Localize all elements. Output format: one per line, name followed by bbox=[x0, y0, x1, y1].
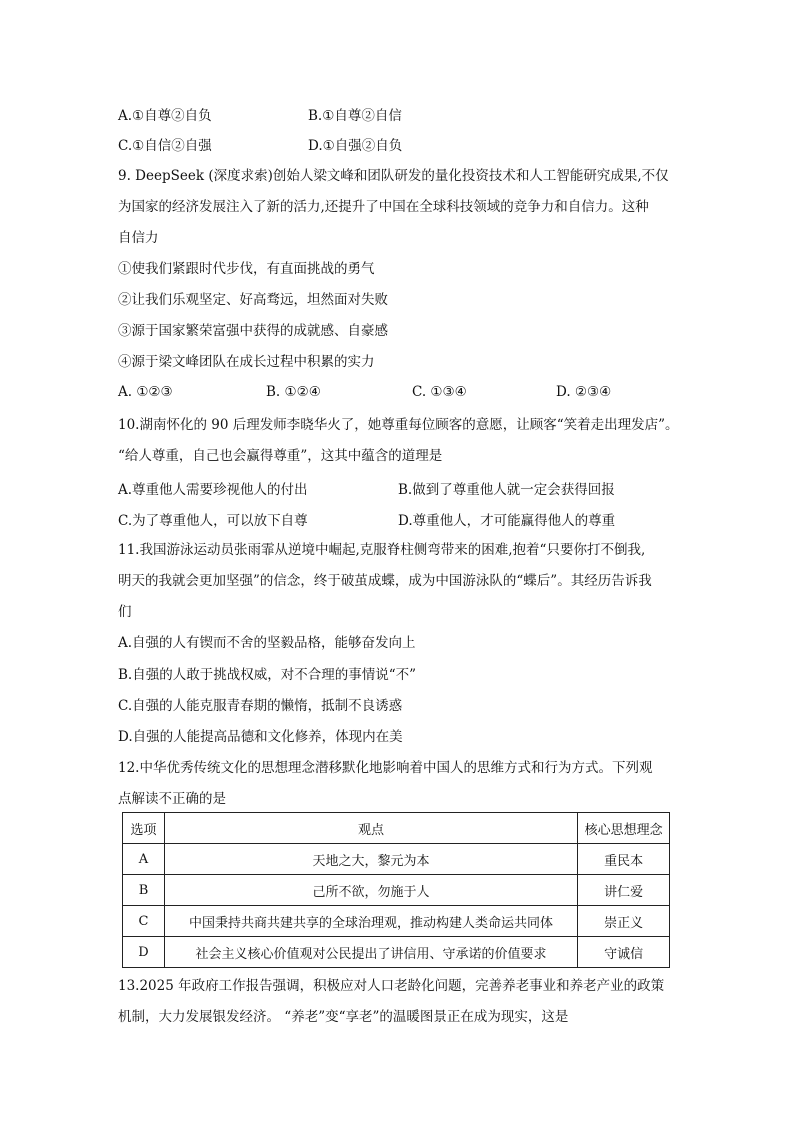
q8-option-c: C.①自信②自强 bbox=[118, 138, 212, 154]
q9-item-1: ①使我们紧跟时代步伐，有直面挑战的勇气 bbox=[118, 261, 375, 277]
table-header-row bbox=[123, 813, 670, 844]
q11-stem-line-1: 11.我国游泳运动员张雨霏从逆境中崛起,克服脊柱侧弯带来的困难,抱着“只要你打不倒我, bbox=[118, 542, 646, 558]
table-cell-core-idea: 守诚信 bbox=[578, 937, 670, 968]
table-cell-viewpoint: 天地之大，黎元为本 bbox=[164, 844, 577, 875]
table-cell-viewpoint: 己所不欲，勿施于人 bbox=[164, 875, 577, 906]
q10-option-a: A.尊重他人需要珍视他人的付出 bbox=[118, 482, 308, 498]
table-row bbox=[123, 937, 670, 968]
table-header-viewpoint: 观点 bbox=[164, 813, 577, 844]
q8-option-b: B.①自尊②自信 bbox=[308, 108, 402, 124]
q9-stem-line-3: 自信力 bbox=[118, 230, 159, 246]
q12-table bbox=[122, 812, 670, 968]
q10-stem-line-2: “给人尊重，自己也会赢得尊重”，这其中蕴含的道理是 bbox=[118, 448, 443, 464]
table-header-core-idea: 核心思想理念 bbox=[578, 813, 670, 844]
q9-item-2: ②让我们乐观坚定、好高骛远，坦然面对失败 bbox=[118, 292, 388, 308]
q11-option-b: B.自强的人敢于挑战权威，对不合理的事情说“不” bbox=[118, 667, 417, 683]
q13-stem-line-1: 13.2025 年政府工作报告强调，积极应对人口老龄化问题，完善养老事业和养老产业的政策 bbox=[118, 978, 665, 994]
table-cell-core-idea: 重民本 bbox=[578, 844, 670, 875]
table-row bbox=[123, 844, 670, 875]
q11-option-a: A.自强的人有锲而不舍的坚毅品格，能够奋发向上 bbox=[118, 635, 416, 651]
table-cell-option: B bbox=[123, 875, 165, 906]
q12-stem-line-2: 点解读不正确的是 bbox=[118, 791, 226, 807]
q11-stem-line-3: 们 bbox=[118, 604, 132, 620]
table-cell-option: D bbox=[123, 937, 165, 968]
q9-option-c: C. ①③④ bbox=[412, 384, 467, 400]
q9-item-4: ④源于梁文峰团队在成长过程中积累的实力 bbox=[118, 354, 375, 370]
table-cell-viewpoint: 中国秉持共商共建共享的全球治理观，推动构建人类命运共同体 bbox=[164, 906, 577, 937]
q11-option-c: C.自强的人能克服青春期的懒惰，抵制不良诱惑 bbox=[118, 698, 403, 714]
table-row bbox=[123, 875, 670, 906]
q9-option-d: D. ②③④ bbox=[556, 384, 612, 400]
q10-option-c: C.为了尊重他人，可以放下自尊 bbox=[118, 513, 308, 529]
q10-option-d: D.尊重他人，才可能赢得他人的尊重 bbox=[398, 513, 616, 529]
q10-stem-line-1: 10.湖南怀化的 90 后理发师李晓华火了，她尊重每位顾客的意愿，让顾客“笑着走出理发店”。 bbox=[118, 417, 679, 433]
q10-option-b: B.做到了尊重他人就一定会获得回报 bbox=[398, 482, 615, 498]
table-cell-viewpoint: 社会主义核心价值观对公民提出了讲信用、守承诺的价值要求 bbox=[164, 937, 577, 968]
q11-stem-line-2: 明天的我就会更加坚强”的信念，终于破茧成蝶，成为中国游泳队的“蝶后”。其经历告诉我 bbox=[118, 573, 652, 589]
q9-item-3: ③源于国家繁荣富强中获得的成就感、自豪感 bbox=[118, 323, 388, 339]
table-cell-core-idea: 崇正义 bbox=[578, 906, 670, 937]
q13-stem-line-2: 机制，大力发展银发经济。 “养老”变“享老”的温暖图景正在成为现实，这是 bbox=[118, 1009, 569, 1025]
table-cell-core-idea: 讲仁爱 bbox=[578, 875, 670, 906]
q12-stem-line-1: 12.中华优秀传统文化的思想理念潜移默化地影响着中国人的思维方式和行为方式。下列观 bbox=[118, 760, 653, 776]
q9-option-a: A. ①②③ bbox=[118, 384, 173, 400]
q8-option-d: D.①自强②自负 bbox=[308, 138, 403, 154]
q9-option-b: B. ①②④ bbox=[266, 384, 321, 400]
table-header-option: 选项 bbox=[123, 813, 165, 844]
q9-stem-line-2: 为国家的经济发展注入了新的活力,还提升了中国在全球科技领域的竞争力和自信力。这种 bbox=[118, 199, 649, 215]
table-cell-option: C bbox=[123, 906, 165, 937]
table-cell-option: A bbox=[123, 844, 165, 875]
table-row bbox=[123, 906, 670, 937]
q9-stem-line-1: 9. DeepSeek (深度求索)创始人梁文峰和团队研发的量化投资技术和人工智能研究成果,不仅 bbox=[118, 168, 669, 184]
q8-option-a: A.①自尊②自负 bbox=[118, 108, 212, 124]
q11-option-d: D.自强的人能提高品德和文化修养，体现内在美 bbox=[118, 729, 403, 745]
